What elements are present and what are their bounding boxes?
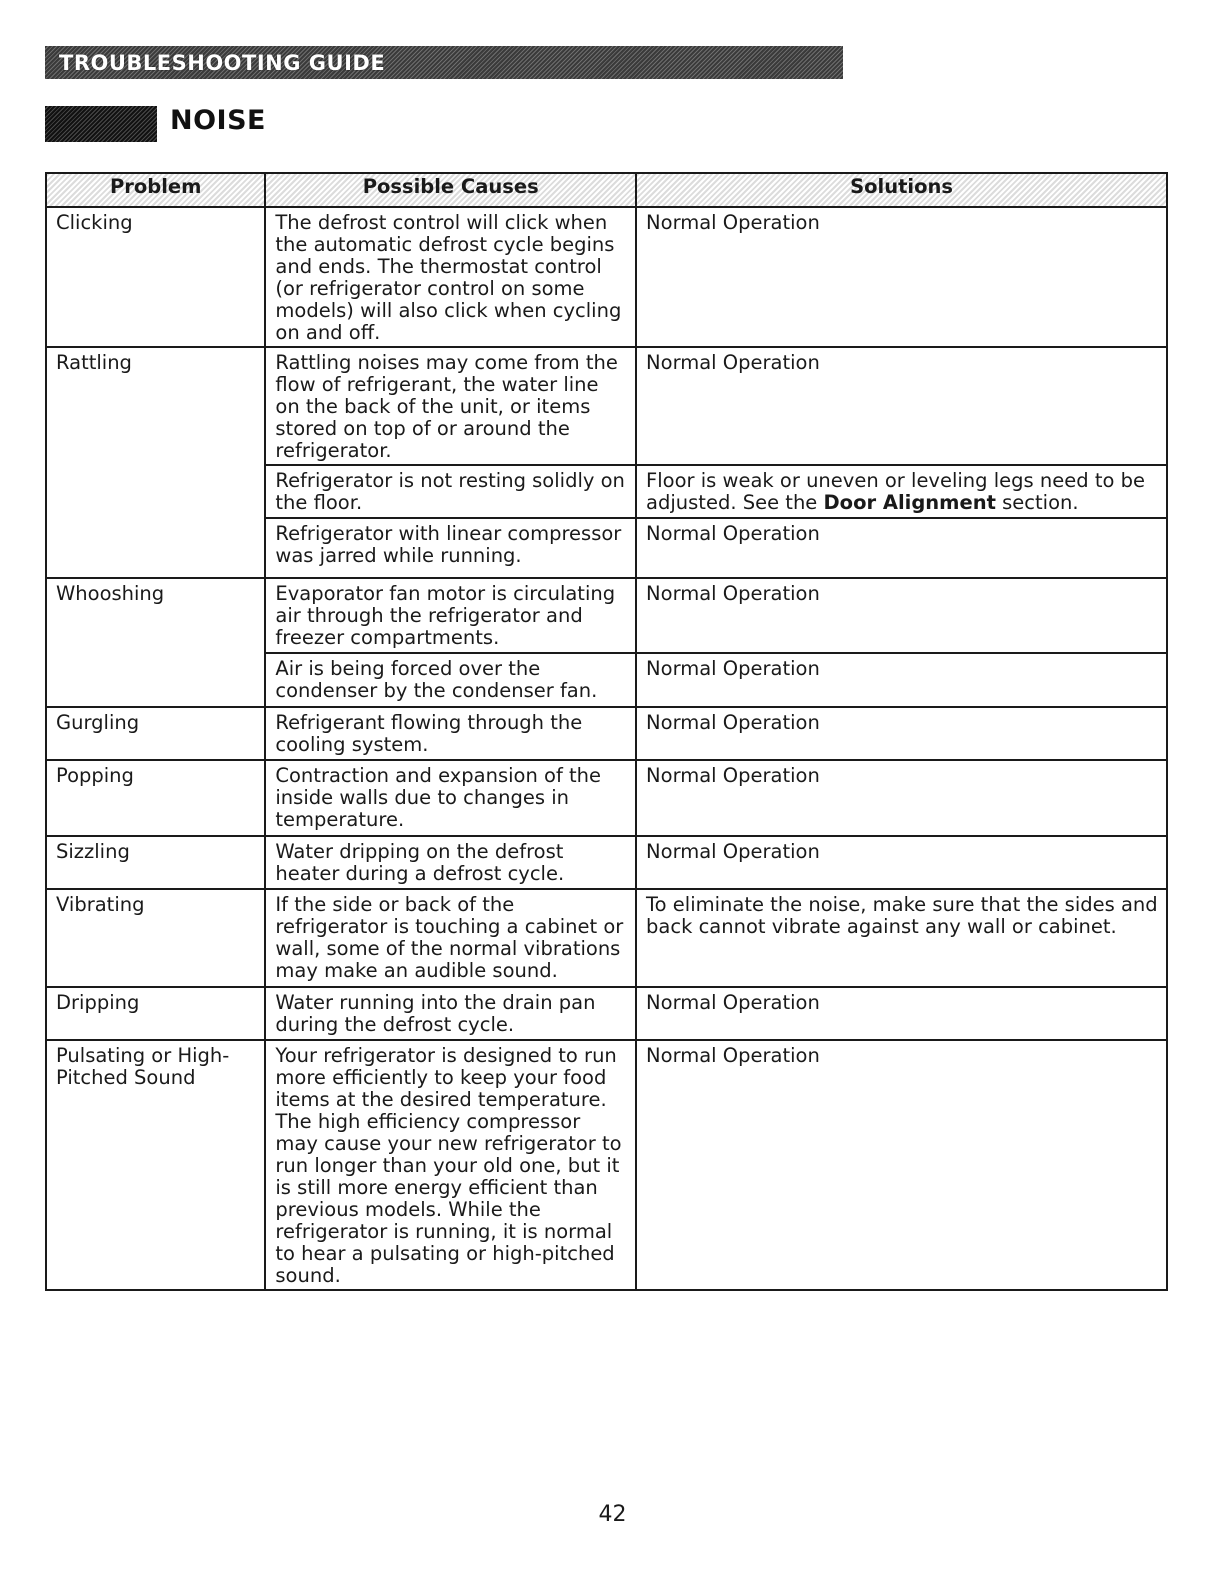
solution-cell: Normal Operation — [636, 707, 1167, 760]
solution-cell — [636, 465, 1167, 518]
cause-cell: Water running into the drain pan during the defrost cycle. — [265, 987, 636, 1040]
problem-cell: Pulsating or High-Pitched Sound — [46, 1040, 265, 1290]
table-row — [46, 760, 1167, 836]
problem-cell: Clicking — [46, 207, 265, 347]
solution-cell: Normal Operation — [636, 1040, 1167, 1290]
table-row — [46, 889, 1167, 987]
solution-cell: Normal Operation — [636, 653, 1167, 707]
cause-cell: If the side or back of the refrigerator is touching a cabinet or wall, some of the normal vibrations may make an audible sound. — [265, 889, 636, 987]
table-header-row — [46, 173, 1167, 207]
problem-cell: Sizzling — [46, 836, 265, 889]
solution-cell: Normal Operation — [636, 836, 1167, 889]
banner-title: TROUBLESHOOTING GUIDE — [59, 50, 386, 75]
page-number: 42 — [598, 1502, 627, 1527]
section-marker-block — [45, 106, 157, 142]
table-row — [46, 987, 1167, 1040]
cause-cell: Water dripping on the defrost heater during a defrost cycle. — [265, 836, 636, 889]
problem-cell: Popping — [46, 760, 265, 836]
table-row — [46, 836, 1167, 889]
table-row — [46, 1040, 1167, 1290]
problem-cell: Gurgling — [46, 707, 265, 760]
door-alignment-reference: Door Alignment — [823, 491, 996, 514]
cause-cell: Evaporator fan motor is circulating air through the refrigerator and freezer compartments. — [265, 578, 636, 653]
cause-cell: Contraction and expansion of the inside walls due to changes in temperature. — [265, 760, 636, 836]
cause-cell: Air is being forced over the condenser by the condenser fan. — [265, 653, 636, 707]
solution-cell: Normal Operation — [636, 987, 1167, 1040]
problem-cell: Vibrating — [46, 889, 265, 987]
solution-cell: Normal Operation — [636, 760, 1167, 836]
noise-troubleshooting-table — [45, 172, 1168, 1291]
table-row — [46, 707, 1167, 760]
solution-cell: To eliminate the noise, make sure that the sides and back cannot vibrate against any wall or cabinet. — [636, 889, 1167, 987]
cause-cell: Rattling noises may come from the flow of refrigerant, the water line on the back of the unit, or items stored on top of or around the refrigerator. — [265, 347, 636, 465]
cause-cell: Refrigerator with linear compressor was jarred while running. — [265, 518, 636, 578]
problem-cell: Whooshing — [46, 578, 265, 707]
header-possible-causes: Possible Causes — [265, 173, 636, 207]
solution-text-end: section. — [995, 491, 1079, 514]
header-solutions: Solutions — [636, 173, 1167, 207]
table-row — [46, 207, 1167, 347]
table-row — [46, 578, 1167, 653]
cause-cell: Your refrigerator is designed to run more efficiently to keep your food items at the desired temperature. The high efficiency compressor may cause your new refrigerator to run longer than your old one, but it is still more energy efficient than previous models. While the refrigerator is running, it is normal to hear a pulsating or high-pitched sound. — [265, 1040, 636, 1290]
header-problem: Problem — [46, 173, 265, 207]
solution-cell: Normal Operation — [636, 578, 1167, 653]
section-title: NOISE — [170, 105, 266, 136]
problem-cell: Rattling — [46, 347, 265, 578]
cause-cell: The defrost control will click when the automatic defrost cycle begins and ends. The thermostat control (or refrigerator control on some models) will also click when cycling on and off. — [265, 207, 636, 347]
solution-cell: Normal Operation — [636, 518, 1167, 578]
solution-cell: Normal Operation — [636, 207, 1167, 347]
cause-cell: Refrigerator is not resting solidly on the floor. — [265, 465, 636, 518]
problem-cell: Dripping — [46, 987, 265, 1040]
troubleshooting-banner — [45, 46, 843, 79]
cause-cell: Refrigerant flowing through the cooling system. — [265, 707, 636, 760]
table-row — [46, 347, 1167, 465]
solution-text: Floor is weak or uneven or leveling legs need to be adjusted. See the — [646, 469, 1145, 514]
solution-cell: Normal Operation — [636, 347, 1167, 465]
